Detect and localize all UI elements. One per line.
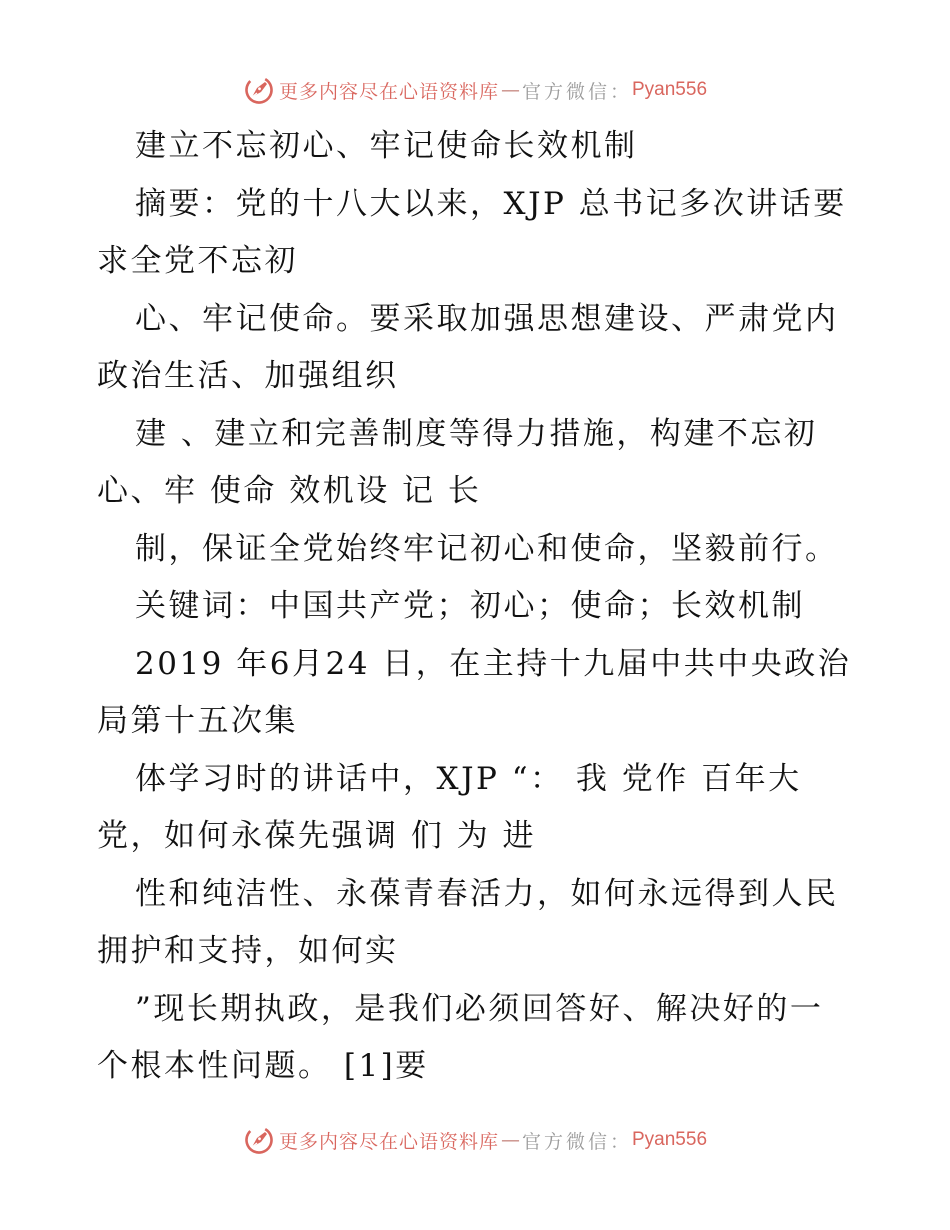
banner-official-label: 官方微信： [521,80,632,103]
text-line: 求全党不忘初 [97,243,298,279]
text-line: 局第十五次集 [97,703,298,739]
footer-banner [0,1120,950,1160]
text-line: 2019 年6月24 日，在主持十九届中共中央政治 [135,645,852,682]
text-line: 制，保证全党始终牢记初心和使命，坚毅前行。 [135,530,839,567]
header-banner [0,70,950,110]
text-line: 心、牢记使命。要采取加强思想建设、严肃党内 [135,300,839,337]
banner-wechat-handle: Pyan556 [632,79,708,100]
banner-brand-text: 更多内容尽在心语资料库 [278,80,499,103]
banner-wechat-handle: Pyan556 [632,1129,708,1150]
text-line: 摘要：党的十八大以来，XJP 总书记多次讲话要 [135,185,847,222]
text-line: ”现长期执政，是我们必须回答好、解决好的一 [135,990,824,1027]
text-line: 建 、建立和完善制度等得力措施，构建不忘初 [135,415,818,452]
keywords-line: 关键词：中国共产党；初心；使命；长效机制 [135,588,805,624]
banner-dash: — [500,1129,520,1151]
text-line: 政治生活、加强组织 [97,358,399,394]
text-line: 党，如何永葆先强调 们 为 进 [97,818,537,854]
text-line: 心、牢 使命 效机设 记 长 [97,473,482,509]
pen-nib-circle-icon [243,74,275,106]
banner-brand-text: 更多内容尽在心语资料库 [278,1130,499,1153]
pen-nib-circle-icon [243,1124,275,1156]
text-line: 体学习时的讲话中，XJP “： 我 党作 百年大 [135,760,802,797]
banner-dash: — [500,79,520,101]
text-line: 拥护和支持，如何实 [97,933,399,969]
document-title-line: 建立不忘初心、牢记使命长效机制 [135,128,638,164]
document-body [97,118,857,1096]
text-line: 个根本性问题。 [1]要 [97,1048,429,1084]
banner-official-label: 官方微信： [521,1130,632,1153]
text-line: 性和纯洁性、永葆青春活力，如何永远得到人民 [135,875,839,912]
